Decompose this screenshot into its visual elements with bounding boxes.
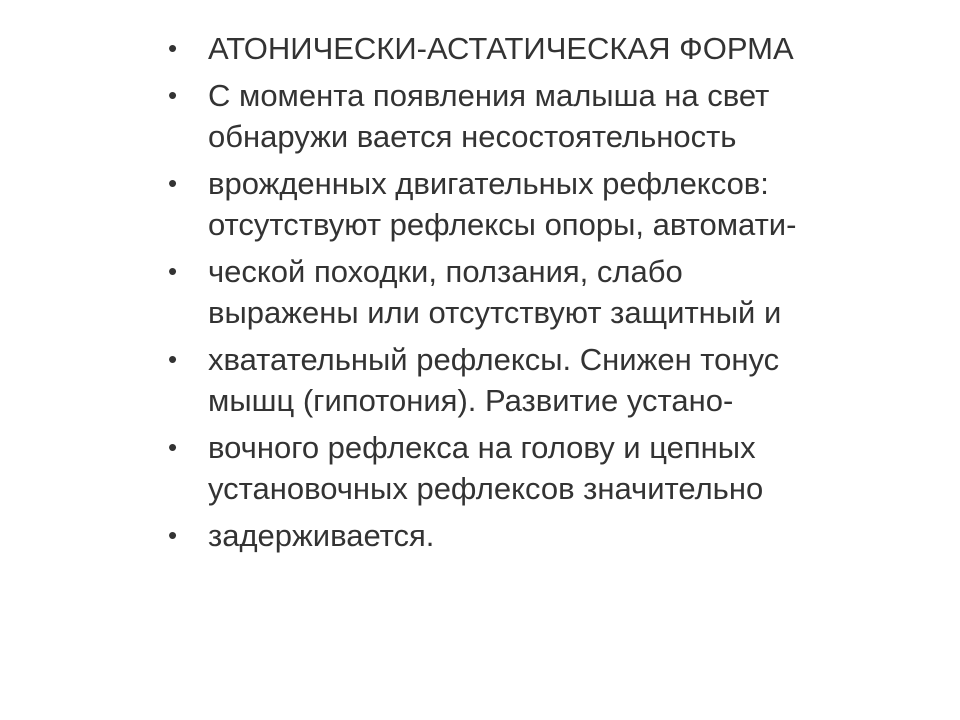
text-line: С момента появления малыша на свет bbox=[208, 78, 770, 113]
text-line: хватательный рефлексы. Снижен тонус bbox=[208, 342, 780, 377]
bullet-icon: • bbox=[168, 80, 178, 110]
list-item bbox=[168, 427, 908, 509]
text-line: выражены или отсутствуют защитный и bbox=[208, 295, 782, 330]
bullet-list bbox=[168, 28, 908, 562]
bullet-icon: • bbox=[168, 33, 178, 63]
list-item bbox=[168, 28, 908, 69]
bullet-icon: • bbox=[168, 432, 178, 462]
bullet-icon: • bbox=[168, 520, 178, 550]
slide-heading: АТОНИЧЕСКИ-АСТАТИЧЕСКАЯ ФОРМА bbox=[208, 31, 794, 66]
list-item bbox=[168, 515, 908, 556]
text-line: задерживается. bbox=[208, 518, 435, 553]
text-line: мышц (гипотония). Развитие устано- bbox=[208, 383, 734, 418]
text-line: отсутствуют рефлексы опоры, автомати- bbox=[208, 207, 797, 242]
bullet-icon: • bbox=[168, 256, 178, 286]
text-line: ческой походки, ползания, слабо bbox=[208, 254, 683, 289]
list-item bbox=[168, 75, 908, 157]
list-item bbox=[168, 163, 908, 245]
bullet-icon: • bbox=[168, 344, 178, 374]
text-line: вочного рефлекса на голову и цепных bbox=[208, 430, 756, 465]
list-item bbox=[168, 251, 908, 333]
bullet-icon: • bbox=[168, 168, 178, 198]
list-item bbox=[168, 339, 908, 421]
text-line: врожденных двигательных рефлексов: bbox=[208, 166, 769, 201]
text-line: установочных рефлексов значительно bbox=[208, 471, 764, 506]
text-line: обнаружи вается несостоятельность bbox=[208, 119, 737, 154]
